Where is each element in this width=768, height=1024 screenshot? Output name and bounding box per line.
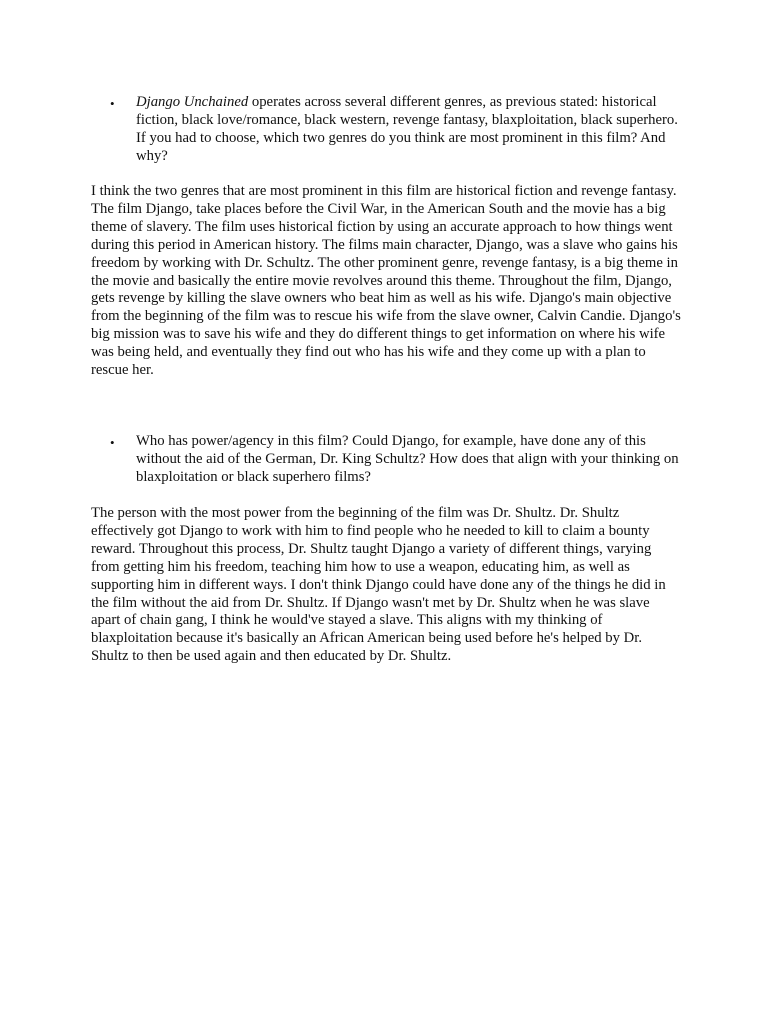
- answer-2-paragraph: The person with the most power from the beginning of the film was Dr. Shultz. Dr. Shultz effectively got Django to work with him to find people who he needed to kill to claim a bounty reward. Throughout this process, Dr. Shultz taught Django a variety of different things, varying from getting him his freedom, teaching him how to use a weapon, educating him, as well as supporting him in different ways. I don't think Django could have done any of the things he did in the film without the aid from Dr. Shultz. If Django wasn't met by Dr. Shultz when he was slave apart of chain gang, I think he would've stayed a slave. This aligns with my thinking of blaxploitation because it's basically an African American being used before he's helped by Dr. Shultz to then be used again and then educated by Dr. Shultz.: [91, 505, 666, 665]
- bullet-point: •: [110, 435, 115, 450]
- film-title: Django Unchained: [136, 94, 249, 110]
- question-2: Who has power/agency in this film? Could Django, for example, have done any of this without the aid of the German, Dr. King Schultz? How does that align with your thinking on blaxploitation or black superhero films?: [136, 433, 679, 485]
- bullet-point: •: [110, 96, 115, 111]
- answer-1-paragraph: I think the two genres that are most prominent in this film are historical fiction and revenge fantasy. The film Django, take places before the Civil War, in the American South and the movie has a big theme of slavery. The film uses historical fiction by using an accurate approach to how things went during this period in American history. The films main character, Django, was a slave who gains his freedom by working with Dr. Schultz. The other prominent genre, revenge fantasy, is a big theme in the movie and basically the entire movie revolves around this theme. Throughout the film, Django, gets revenge by killing the slave owners who beat him as well as his wife. Django's main objective from the beginning of the film was to rescue his wife from the slave owner, Calvin Candie. Django's big mission was to save his wife and they do different things to get information on where his wife was being held, and eventually they find out who has his wife and they come up with a plan to rescue her.: [91, 183, 681, 379]
- question-1-text: operates across several different genres, as previous stated: historical fiction, black love/romance, black western, revenge fantasy, blaxploitation, black superhero. If you had to choose, which two genres do you think are most prominent in this film? And why?: [136, 94, 678, 164]
- question-1: [136, 94, 681, 166]
